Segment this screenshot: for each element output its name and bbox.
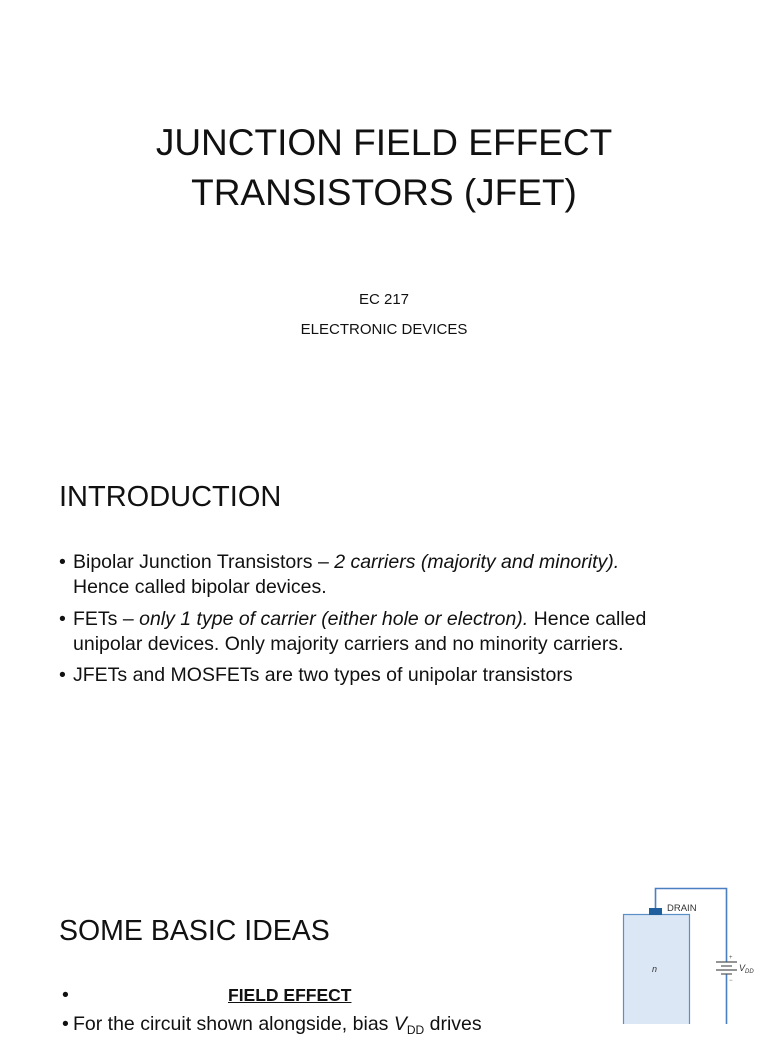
circuit-description-lead: For the circuit shown alongside, bias xyxy=(73,1013,394,1035)
bullet-jfets-mosfets-text: • JFETs and MOSFETs are two types of unipolar transistors xyxy=(73,664,573,686)
bullet-circuit-description xyxy=(73,1012,482,1043)
circuit-description-subscript: DD xyxy=(406,1023,425,1037)
drain-label: DRAIN xyxy=(667,903,697,914)
bullet-field-effect xyxy=(73,983,351,1008)
circuit-description-tail: drives xyxy=(424,1013,482,1035)
bullet-bipolar-lead: Bipolar Junction Transistors – xyxy=(73,551,335,573)
course-name: ELECTRONIC DEVICES xyxy=(300,321,468,338)
bullet-fets-line-1 xyxy=(73,607,646,632)
supply-voltage-subscript: DD xyxy=(745,969,754,975)
battery-plus-sign: + xyxy=(729,955,733,961)
bullet-bipolar-line-2: Hence called bipolar devices. xyxy=(73,575,327,598)
bullet-bipolar-italic: 2 carriers (majority and minority). xyxy=(334,551,620,573)
circuit-description-symbol: V xyxy=(393,1013,407,1035)
bullet-bipolar xyxy=(73,550,619,599)
bullet-fets-italic: only 1 type of carrier (either hole or electron). xyxy=(139,608,529,630)
channel-label: n xyxy=(652,964,658,974)
supply-voltage-label xyxy=(739,963,754,975)
basic-ideas-heading: SOME BASIC IDEAS xyxy=(59,915,330,947)
bullet-fets-tail: Hence called xyxy=(528,608,647,630)
drain-contact xyxy=(649,908,662,915)
bullet-fets-lead: FETs – xyxy=(73,608,140,630)
title-line-2: TRANSISTORS (JFET) xyxy=(191,172,577,213)
battery-minus-sign: − xyxy=(729,978,733,984)
field-effect-label: FIELD EFFECT xyxy=(228,985,352,1005)
jfet-circuit-diagram xyxy=(600,870,768,1024)
introduction-heading: INTRODUCTION xyxy=(59,481,282,513)
bullet-bipolar-line-1 xyxy=(73,550,619,575)
bullet-fets-line-2: unipolar devices. Only majority carriers and no minority carriers. xyxy=(73,632,624,655)
battery-icon xyxy=(716,962,737,974)
supply-voltage-symbol: V xyxy=(739,963,746,973)
course-code: EC 217 xyxy=(358,291,410,308)
bullet-jfets-mosfets xyxy=(73,663,573,688)
bullet-fets xyxy=(73,607,646,656)
title-line-1: JUNCTION FIELD EFFECT xyxy=(155,122,613,163)
